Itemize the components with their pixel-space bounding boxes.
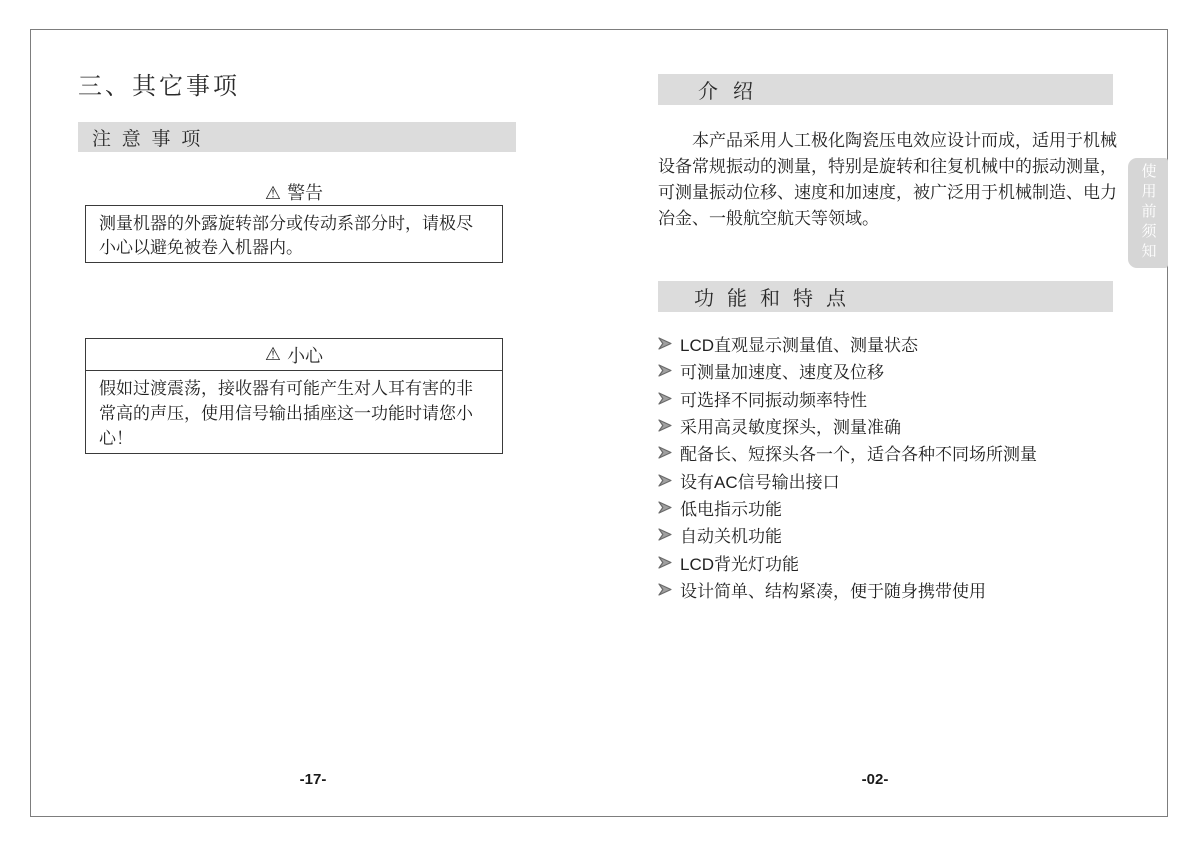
feature-list-item (658, 494, 1128, 521)
arrowhead-bullet-icon (658, 337, 672, 350)
arrowhead-bullet-icon (658, 556, 672, 569)
caution-box (85, 338, 503, 454)
intro-paragraph: 本产品采用人工极化陶瓷压电效应设计而成，适用于机械设备常规振动的测量，特别是旋转和往复机械中的振动测量，可测量振动位移、速度和加速度，被广泛用于机械制造、电力冶金、一般航空航天等领域。 (658, 131, 1117, 228)
feature-text: 设计简单、结构紧凑，便于随身携带使用 (680, 581, 986, 601)
feature-list-item (658, 521, 1128, 548)
feature-text: 设有AC信号输出接口 (680, 472, 840, 492)
arrowhead-bullet-icon (658, 583, 672, 596)
feature-list-item (658, 439, 1128, 466)
feature-text: 可选择不同振动频率特性 (680, 390, 867, 410)
arrowhead-bullet-icon (658, 528, 672, 541)
warning-text: 测量机器的外露旋转部分或传动系部分时，请极尽小心以避免被卷入机器内。 (99, 214, 473, 257)
feature-list-item (658, 412, 1128, 439)
feature-text: LCD直观显示测量值、测量状态 (680, 336, 919, 356)
section-header-intro: 介 绍 (658, 74, 1113, 105)
caution-label-text: 小心 (287, 345, 324, 366)
feature-text: 配备长、短探头各一个，适合各种不同场所测量 (680, 445, 1037, 465)
side-index-tab: 使用前须知 (1128, 158, 1168, 268)
feature-text: 可测量加速度、速度及位移 (680, 363, 884, 383)
feature-list-item (658, 548, 1128, 575)
section-header-precautions: 注 意 事 项 (78, 122, 516, 152)
left-page-title: 三、其它事项 (78, 74, 240, 100)
arrowhead-bullet-icon (658, 419, 672, 432)
feature-text: LCD背光灯功能 (680, 554, 800, 574)
feature-list-item (658, 330, 1128, 357)
arrowhead-bullet-icon (658, 446, 672, 459)
feature-list-item (658, 385, 1128, 412)
features-list (658, 330, 1128, 603)
left-page-number: -17- (299, 771, 327, 788)
warning-label-text: 警告 (287, 183, 324, 203)
warning-label (85, 179, 503, 205)
section-header-features: 功 能 和 特 点 (658, 281, 1113, 312)
feature-list-item (658, 576, 1128, 603)
caution-text: 假如过渡震荡，接收器有可能产生对人耳有害的非常高的声压，使用信号输出插座这一功能时请您小心！ (99, 379, 473, 448)
caution-triangle-icon: ⚠ (264, 344, 282, 364)
feature-text: 低电指示功能 (680, 499, 782, 519)
caution-title (86, 339, 502, 371)
right-page-number: -02- (861, 771, 889, 788)
arrowhead-bullet-icon (658, 364, 672, 377)
feature-list-item (658, 357, 1128, 384)
arrowhead-bullet-icon (658, 392, 672, 405)
arrowhead-bullet-icon (658, 474, 672, 487)
arrowhead-bullet-icon (658, 501, 672, 514)
feature-text: 采用高灵敏度探头，测量准确 (680, 418, 901, 438)
warning-triangle-icon: ⚠ (264, 183, 282, 203)
feature-text: 自动关机功能 (680, 527, 782, 547)
warning-box (85, 205, 503, 263)
feature-list-item (658, 466, 1128, 493)
